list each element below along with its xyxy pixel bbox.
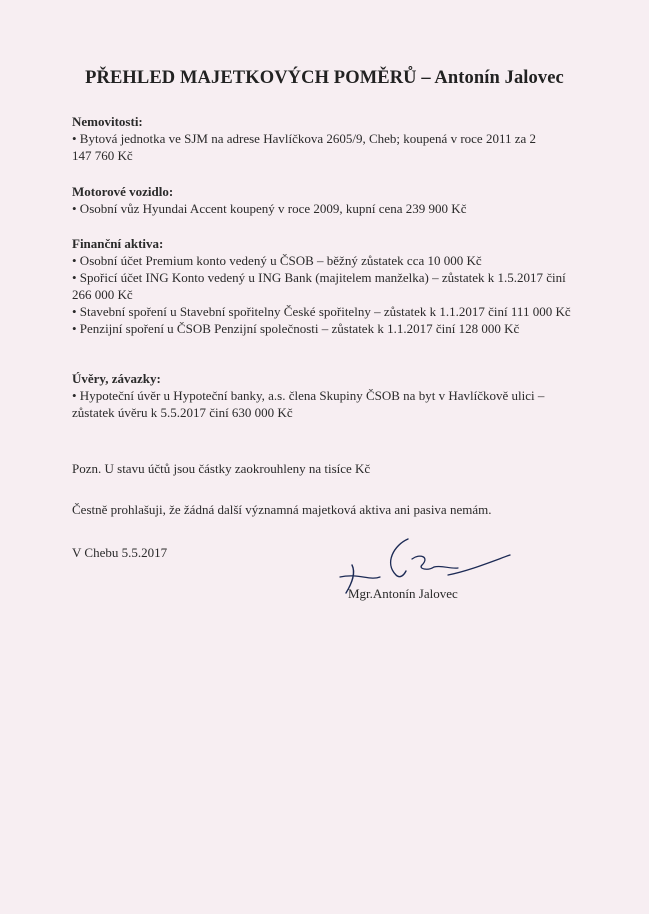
section-real-estate [72,113,592,164]
list-item: • Stavební spoření u Stavební spořitelny České spořitelny – zůstatek k 1.1.2017 činí 111 000 Kč [72,304,571,319]
section-financial-assets [72,235,592,337]
list-item: • Hypoteční úvěr u Hypoteční banky, a.s. člena Skupiny ČSOB na byt v Havlíčkově ulici – zůstatek úvěru k 5.5.2017 činí 630 000 Kč [72,388,545,420]
section-heading: Finanční aktiva: [72,236,164,251]
rounding-note: Pozn. U stavu účtů jsou částky zaokrouhleny na tisíce Kč [72,461,371,476]
section-liabilities [72,370,592,421]
section-vehicle [72,183,592,217]
list-item: • Osobní vůz Hyundai Accent koupený v roce 2009, kupní cena 239 900 Kč [72,201,467,216]
signer-name: Mgr.Antonín Jalovec [348,586,458,601]
document-title: PŘEHLED MAJETKOVÝCH POMĚRŮ – Antonín Jalovec [85,68,564,88]
list-item: • Penzijní spoření u ČSOB Penzijní společnosti – zůstatek k 1.1.2017 činí 128 000 Kč [72,321,520,336]
section-heading: Úvěry, závazky: [72,371,161,386]
list-item: • Bytová jednotka ve SJM na adrese Havlíčkova 2605/9, Cheb; koupená v roce 2011 za 2 147 760 Kč [72,131,537,163]
list-item: • Osobní účet Premium konto vedený u ČSOB – běžný zůstatek cca 10 000 Kč [72,253,482,268]
place-date: V Chebu 5.5.2017 [72,545,168,560]
declaration: Čestně prohlašuji, že žádná další významná majetková aktiva ani pasiva nemám. [72,502,492,517]
section-heading: Nemovitosti: [72,114,143,129]
section-heading: Motorové vozidlo: [72,184,174,199]
list-item: • Spořicí účet ING Konto vedený u ING Bank (majitelem manželka) – zůstatek k 1.5.2017 činí 266 000 Kč [72,270,566,302]
